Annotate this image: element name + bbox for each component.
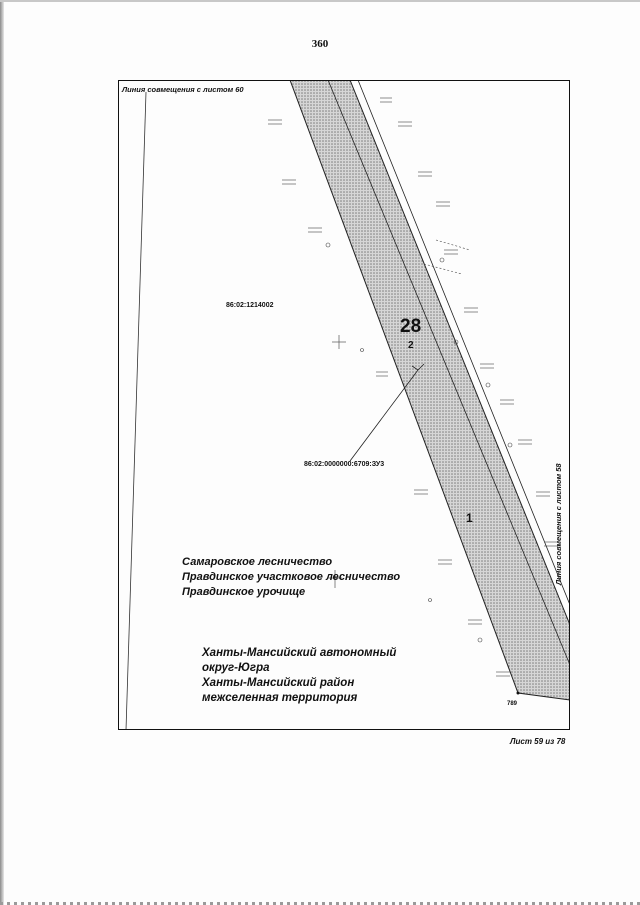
region-line: округ-Югра xyxy=(202,662,270,674)
region-line: Ханты-Мансийский автономный xyxy=(202,647,397,659)
corridor-strip xyxy=(290,80,570,700)
contour-1-label: 1 xyxy=(466,511,473,525)
match-line-right-label: Линия совмещения с листом 58 xyxy=(554,463,563,585)
region-labels xyxy=(201,647,396,704)
scan-edge-top xyxy=(0,0,640,2)
forestry-line: Правдинское урочище xyxy=(182,586,306,598)
forestry-line: Самаровское лесничество xyxy=(182,556,333,568)
corner-point-label: 789 xyxy=(507,701,518,707)
parcel-id-label: 86:02:0000000:6709:ЗУ3 xyxy=(304,461,385,468)
page-number: 360 xyxy=(311,38,329,50)
sheet-footer: Лист 59 из 78 xyxy=(510,737,566,746)
left-boundary-line xyxy=(126,92,146,730)
scan-edge-left xyxy=(0,0,4,905)
map-frame xyxy=(118,80,570,730)
plot-number-label: 28 xyxy=(400,316,422,337)
forestry-labels xyxy=(182,556,400,598)
forestry-line: Правдинское участковое лесничество xyxy=(182,571,401,583)
parcel-leader-line xyxy=(350,370,418,461)
match-line-top-label: Линия совмещения с листом 60 xyxy=(122,85,244,94)
region-line: межселенная территория xyxy=(202,692,358,704)
crosshair-mark xyxy=(332,335,346,349)
corner-point-marker xyxy=(517,692,520,695)
parcel-block-label: 86:02:1214002 xyxy=(226,302,274,309)
contour-2-label: 2 xyxy=(408,340,414,351)
region-line: Ханты-Мансийский район xyxy=(202,677,355,689)
